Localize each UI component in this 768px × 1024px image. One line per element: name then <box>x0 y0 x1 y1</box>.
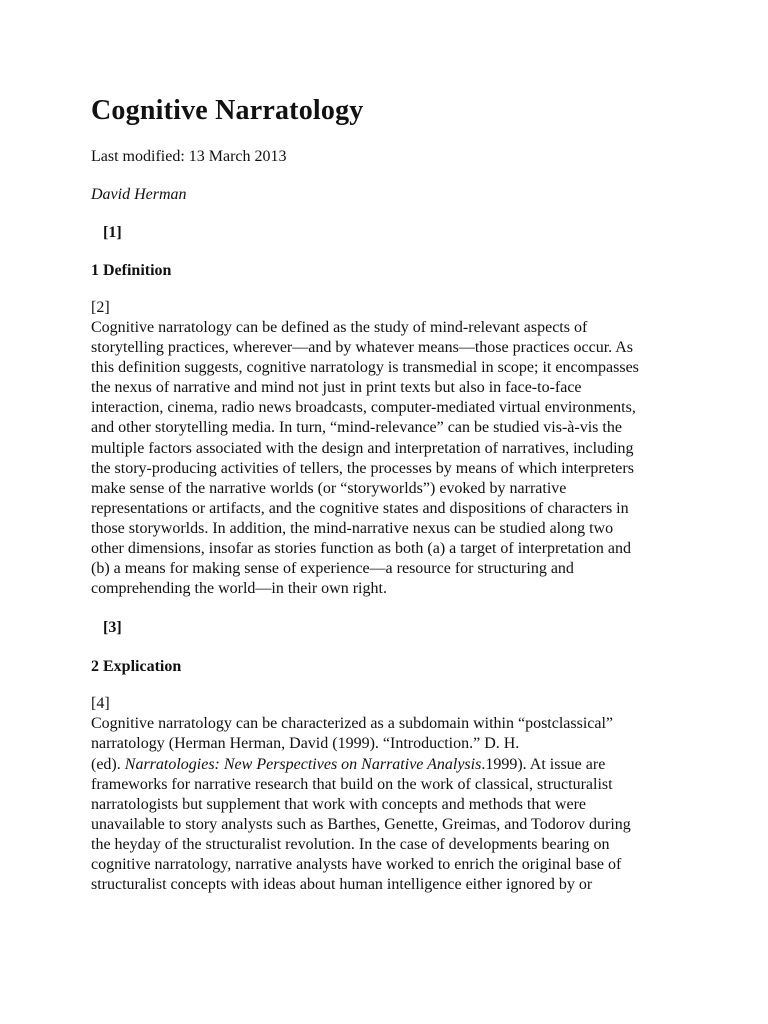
text-line: storytelling practices, wherever—and by whatever means—those practices occur. As <box>91 339 634 357</box>
text-line: Cognitive narratology can be defined as the study of mind-relevant aspects of <box>91 319 588 336</box>
text-line: structuralist concepts with ideas about human intelligence either ignored by or <box>91 876 593 894</box>
text-line: narratologists but supplement that work with concepts and methods that were <box>91 795 586 813</box>
text-line: multiple factors associated with the design and interpretation of narratives, including <box>91 439 634 457</box>
page-title: Cognitive Narratology <box>91 95 364 126</box>
text-line: interaction, cinema, radio news broadcasts, computer-mediated virtual environments, <box>91 399 636 417</box>
paragraph-definition <box>91 318 681 599</box>
text-line: comprehending the world—in their own right. <box>91 580 387 598</box>
text-line: the nexus of narrative and mind not just in print texts but also in face-to-face <box>91 379 582 397</box>
paragraph-marker: [3] <box>103 619 122 637</box>
paragraph-explication <box>91 714 681 895</box>
text-line-with-italic <box>91 755 681 775</box>
text-line: this definition suggests, cognitive narratology is transmedial in scope; it encompasses <box>91 359 639 377</box>
text-line: those storyworlds. In addition, the mind-narrative nexus can be studied along two <box>91 519 614 537</box>
text-line: unavailable to story analysts such as Barthes, Genette, Greimas, and Todorov during <box>91 815 631 833</box>
paragraph-number: [4] <box>91 695 110 713</box>
text-line: representations or artifacts, and the cognitive states and dispositions of characters in <box>91 499 629 517</box>
text-line: the heyday of the structuralist revolution. In the case of developments bearing on <box>91 835 610 853</box>
text-line: and other storytelling media. In turn, “mind-relevance” can be studied vis-à-vis the <box>91 419 622 437</box>
text-line: other dimensions, insofar as stories function as both (a) a target of interpretation and <box>91 540 631 558</box>
paragraph-number: [2] <box>91 299 110 316</box>
text-segment: (ed). <box>91 755 125 773</box>
text-line: make sense of the narrative worlds (or “storyworlds”) evoked by narrative <box>91 479 567 497</box>
section-heading-explication: 2 Explication <box>91 658 182 676</box>
section-heading-definition: 1 Definition <box>91 262 172 279</box>
text-line: the story-producing activities of tellers, the processes by means of which interpreters <box>91 459 634 477</box>
text-line: cognitive narratology, narrative analysts have worked to enrich the original base of <box>91 855 622 873</box>
last-modified: Last modified: 13 March 2013 <box>91 148 287 165</box>
text-segment: .1999). At issue are <box>481 755 606 773</box>
author-name: David Herman <box>91 186 187 203</box>
text-line: frameworks for narrative research that build on the work of classical, structuralist <box>91 775 613 793</box>
text-line: narratology (Herman Herman, David (1999). “Introduction.” D. H. <box>91 735 520 753</box>
document-page <box>91 92 681 895</box>
book-title: Narratologies: New Perspectives on Narrative Analysis <box>124 755 482 773</box>
paragraph-marker: [1] <box>103 224 122 241</box>
text-line: (b) a means for making sense of experience—a resource for structuring and <box>91 560 574 578</box>
text-line: Cognitive narratology can be characterized as a subdomain within “postclassical” <box>91 715 614 733</box>
